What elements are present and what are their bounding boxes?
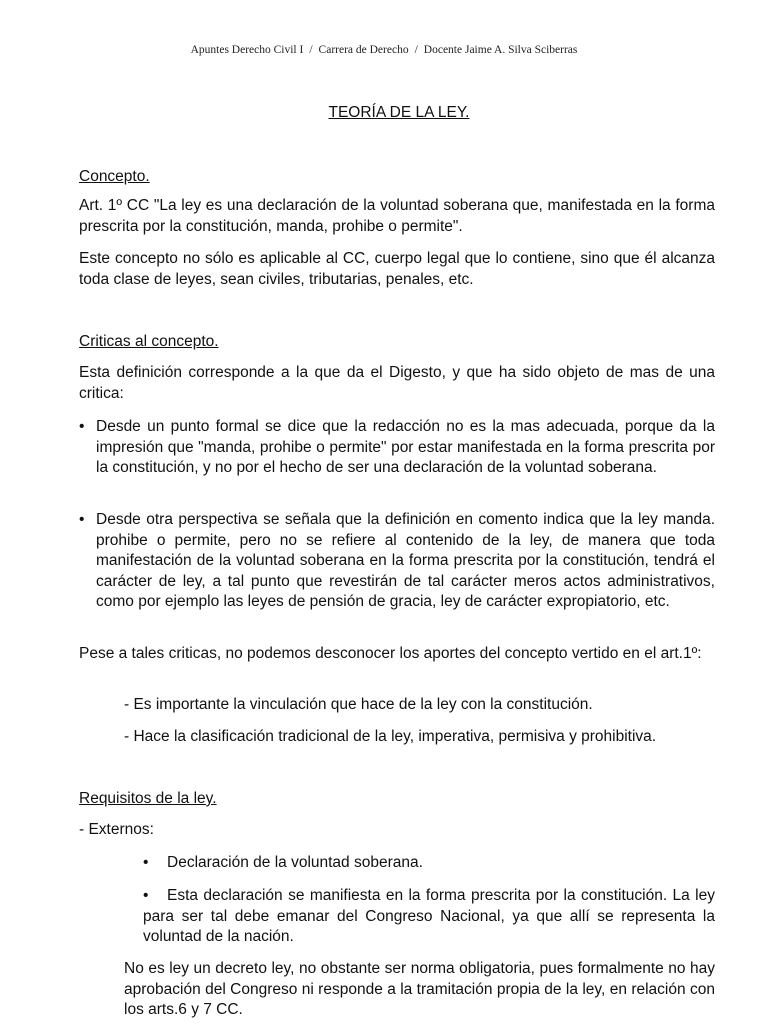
- paragraph-concepto-alcance: Este concepto no sólo es aplicable al CC, cuerpo legal que lo contiene, sino que él alcanza toda clase de leyes, sean civiles, tributarias, penales, etc.: [79, 250, 715, 288]
- header-program: Carrera de Derecho: [318, 44, 409, 56]
- bullet-icon: •: [143, 854, 149, 871]
- header-separator: /: [414, 44, 418, 56]
- section-heading-requisitos: Requisitos de la ley.: [79, 790, 217, 807]
- paragraph-art1: Art. 1º CC "La ley es una declaración de la voluntad soberana que, manifestada en la forma prescrita por la constitución, manda, prohibe o permite".: [79, 197, 715, 235]
- section-heading-concepto: Concepto.: [79, 168, 150, 185]
- bullet-icon: •: [79, 511, 85, 528]
- list-item-text: Esta declaración se manifiesta en la forma prescrita por la constitución. La ley para ser tal debe emanar del Congreso Nacional, ya que allí se representa la voluntad de la nación.: [143, 887, 715, 945]
- header-separator: /: [309, 44, 313, 56]
- section-heading-criticas: Criticas al concepto.: [79, 333, 219, 350]
- running-header: [0, 44, 768, 56]
- list-item-text: Declaración de la voluntad soberana.: [167, 854, 423, 871]
- document-title: TEORÍA DE LA LEY.: [328, 104, 470, 121]
- list-item-text: Desde otra perspectiva se señala que la definición en comento indica que la ley manda. prohibe o permite, pero no se refiere al contenido de la ley, de manera que toda manifestación de la voluntad soberana en la forma prescrita por la constitución, tendrá el carácter de ley, a tal punto que revestirán de tal carácter meros actos administrativos, como por ejemplo las leyes de pensión de gracia, ley de carácter expropiatorio, etc.: [96, 511, 715, 610]
- list-item: - Hace la clasificación tradicional de la ley, imperativa, permisiva y prohibitiva.: [124, 728, 657, 745]
- paragraph-criticas-intro: Esta definición corresponde a la que da el Digesto, y que ha sido objeto de mas de una critica:: [79, 364, 715, 402]
- header-teacher: Docente Jaime A. Silva Sciberras: [423, 44, 578, 56]
- paragraph-criticas-conclusion: Pese a tales criticas, no podemos desconocer los aportes del concepto vertido en el art.1º:: [79, 645, 702, 662]
- list-item: - Es importante la vinculación que hace de la ley con la constitución.: [124, 696, 593, 713]
- subheading-externos: - Externos:: [79, 821, 154, 838]
- bullet-icon: •: [79, 418, 85, 435]
- bullet-icon: •: [143, 887, 149, 904]
- header-course: Apuntes Derecho Civil I: [190, 44, 304, 56]
- paragraph-decreto-ley: No es ley un decreto ley, no obstante ser norma obligatoria, pues formalmente no hay aprobación del Congreso ni responde a la tramitación propia de la ley, en relación con los arts.6 y 7 CC.: [124, 960, 715, 1018]
- list-item-text: Desde un punto formal se dice que la redacción no es la mas adecuada, porque da la impresión que "manda, prohibe o permite" por estar manifestada en la forma prescrita por la constitución, y no por el hecho de ser una declaración de la voluntad soberana.: [96, 418, 715, 476]
